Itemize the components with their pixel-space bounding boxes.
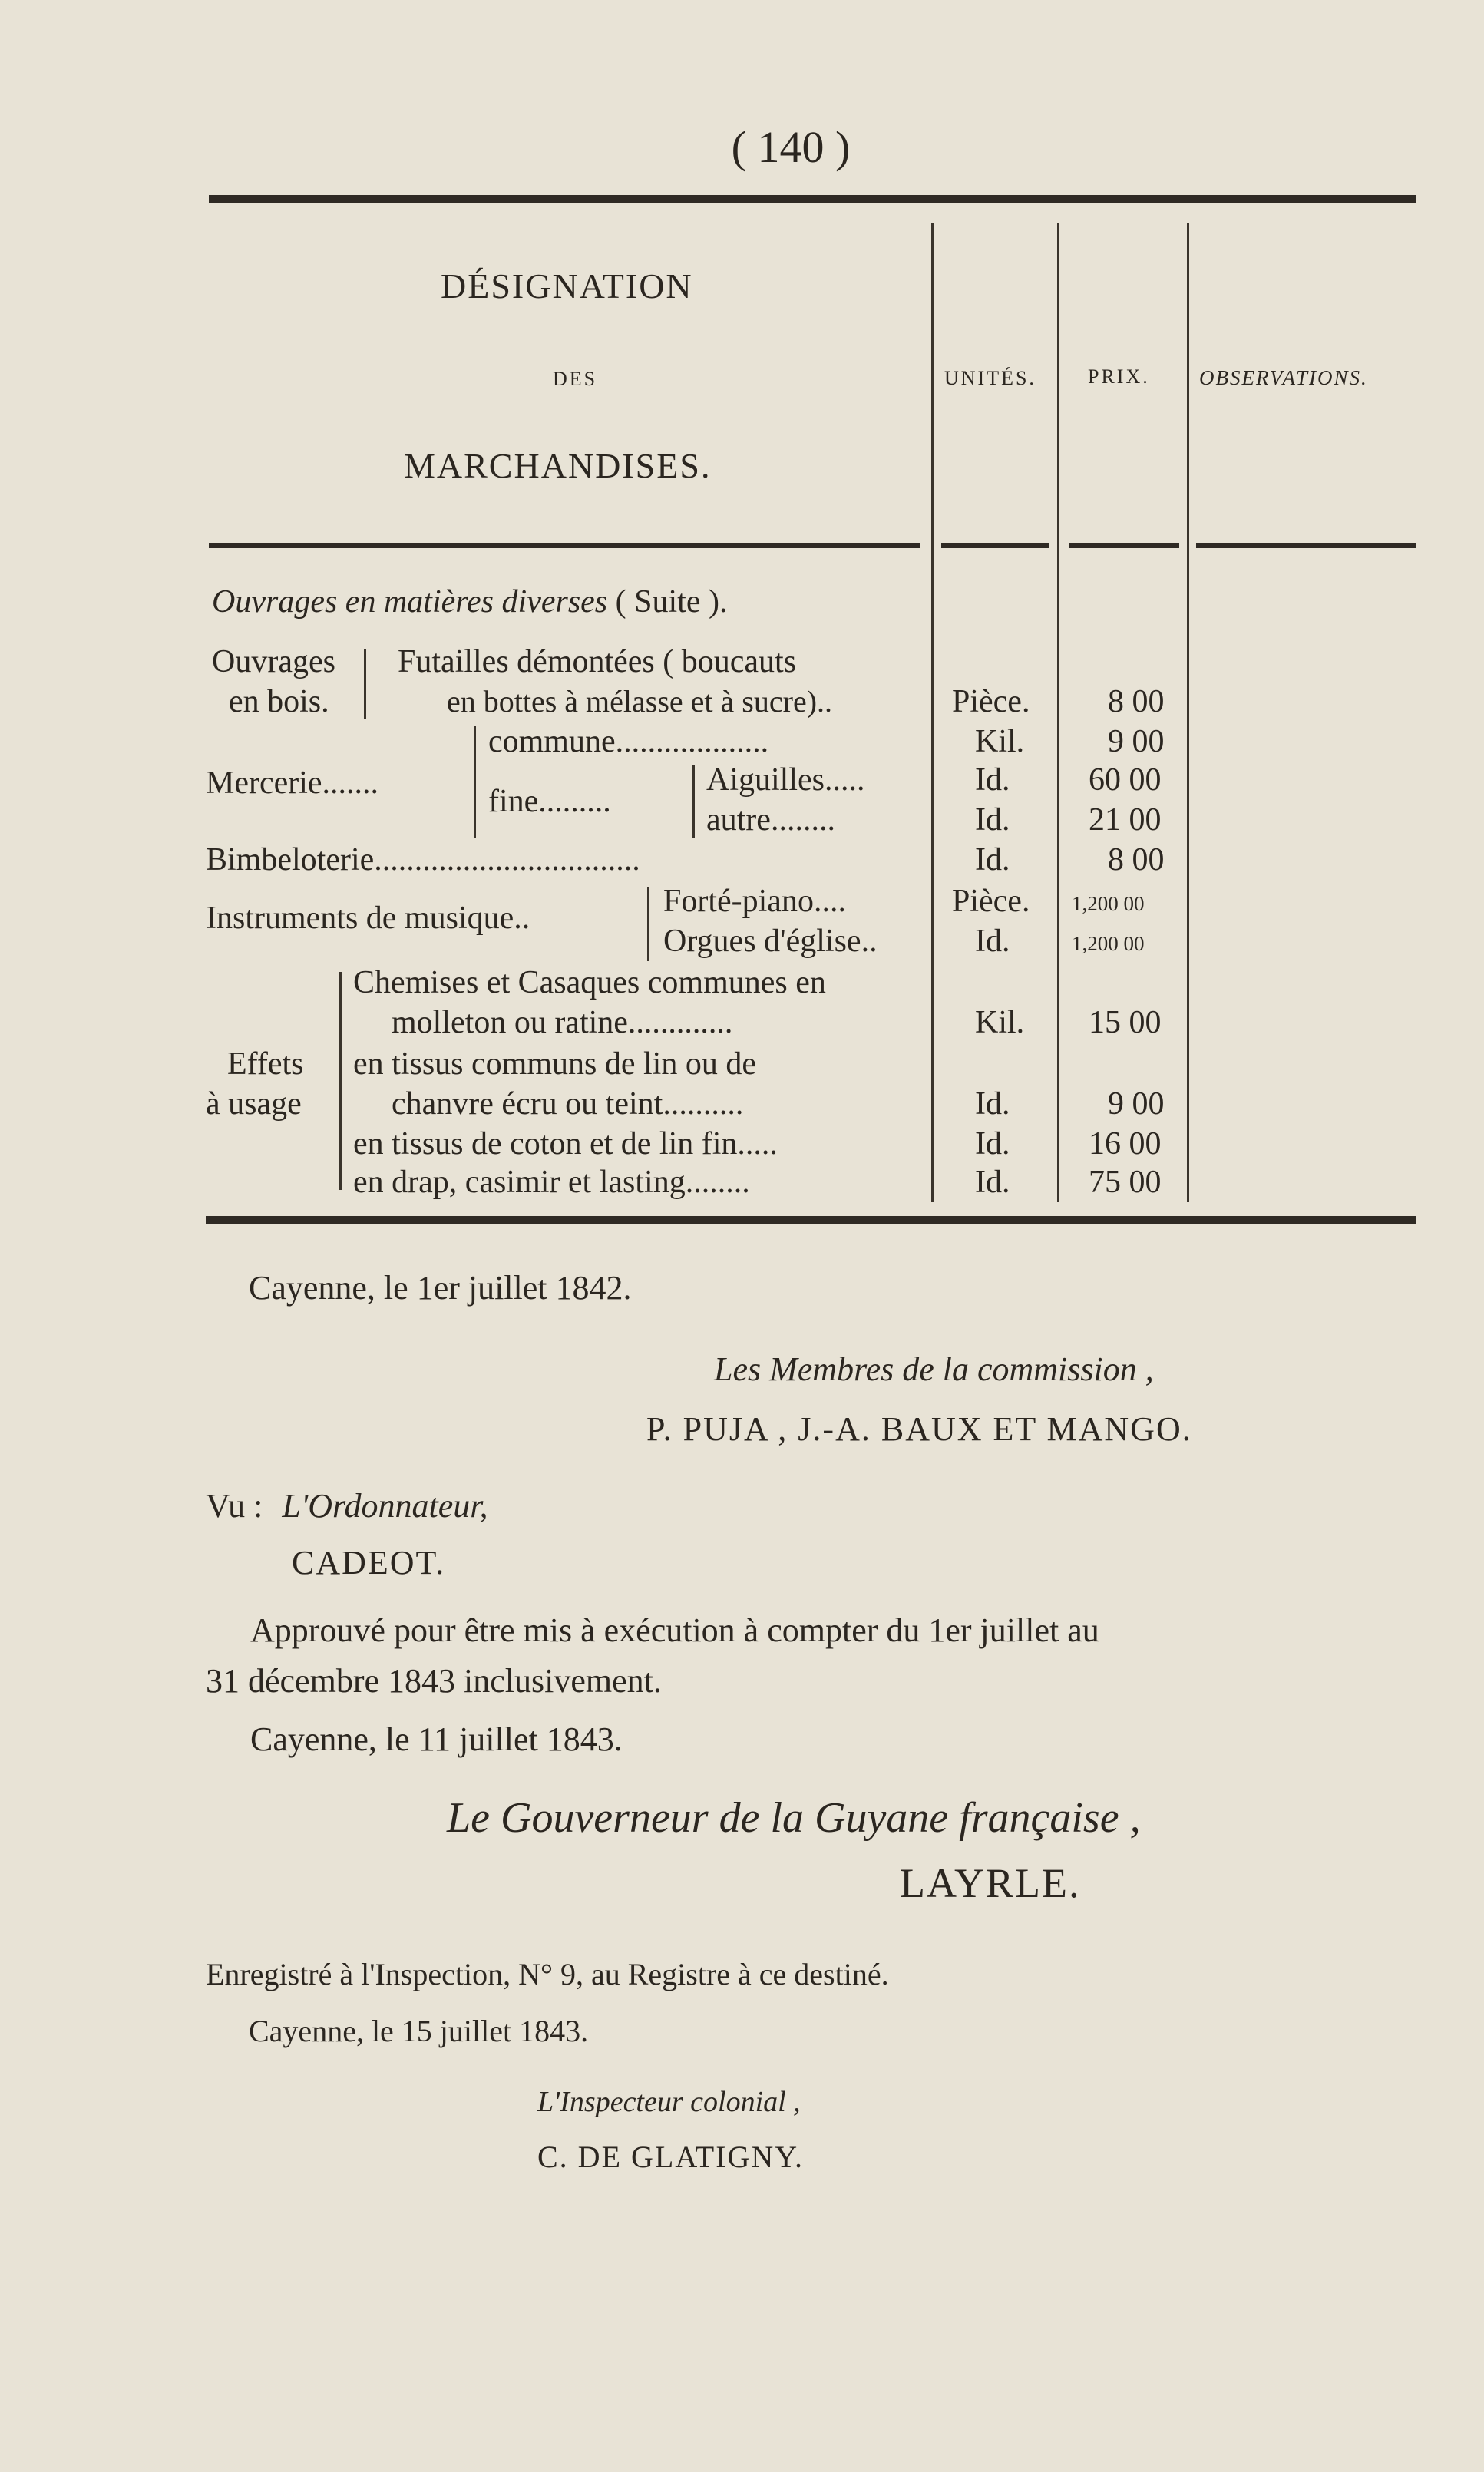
bois-label-2: en bois. xyxy=(229,684,329,719)
futailles-unit: Pièce. xyxy=(952,684,1030,719)
commission-members: P. PUJA , J.-A. BAUX ET MANGO. xyxy=(646,1410,1192,1448)
approbation-line-1: Approuvé pour être mis à exécution à compter du 1er juillet au xyxy=(250,1611,1099,1649)
chemises-price: 15 00 xyxy=(1089,1005,1162,1040)
fine-label: fine......... xyxy=(488,784,611,819)
effets-label-2: à usage xyxy=(206,1086,302,1122)
forte-price: 1,200 00 xyxy=(1072,892,1145,915)
header-unites: UNITÉS. xyxy=(944,367,1036,389)
vu-line: Vu : L'Ordonnateur, xyxy=(206,1487,488,1525)
header-des: DES xyxy=(553,368,598,390)
header-prix: PRIX. xyxy=(1088,365,1150,388)
page-number: ( 140 ) xyxy=(731,122,851,172)
autre-price: 21 00 xyxy=(1089,802,1162,838)
top-rule xyxy=(209,195,1416,203)
header-designation: DÉSIGNATION xyxy=(441,266,693,306)
coton-price: 16 00 xyxy=(1089,1126,1162,1162)
date-commission: Cayenne, le 1er juillet 1842. xyxy=(249,1269,632,1307)
forte-unit: Pièce. xyxy=(952,884,1030,919)
section-title: Ouvrages en matières diverses ( Suite ). xyxy=(212,584,728,620)
forte-label: Forté-piano.... xyxy=(663,884,846,919)
column-divider xyxy=(1057,223,1059,1202)
commune-price: 9 00 xyxy=(1108,724,1165,759)
orgues-price: 1,200 00 xyxy=(1072,932,1145,955)
chemises-line-2: molleton ou ratine............. xyxy=(392,1005,733,1040)
mercerie-label: Mercerie....... xyxy=(206,765,379,801)
orgues-label: Orgues d'église.. xyxy=(663,924,878,959)
futailles-line-1: Futailles démontées ( boucauts xyxy=(398,644,797,679)
orgues-unit: Id. xyxy=(975,924,1010,959)
bimbeloterie-price: 8 00 xyxy=(1108,842,1165,877)
header-rule xyxy=(1069,543,1179,548)
instruments-label: Instruments de musique.. xyxy=(206,901,530,936)
lin-line-2: chanvre écru ou teint.......... xyxy=(392,1086,744,1122)
chemises-unit: Kil. xyxy=(975,1005,1025,1040)
bimbeloterie-label: Bimbeloterie................................. xyxy=(206,842,640,877)
gouverneur-signature: LAYRLE. xyxy=(900,1860,1081,1906)
lin-price: 9 00 xyxy=(1108,1086,1165,1122)
approbation-line-2: 31 décembre 1843 inclusivement. xyxy=(206,1662,662,1700)
bimbeloterie-unit: Id. xyxy=(975,842,1010,877)
drap-unit: Id. xyxy=(975,1165,1010,1200)
commune-unit: Kil. xyxy=(975,724,1025,759)
gouverneur-title: Le Gouverneur de la Guyane française , xyxy=(447,1794,1141,1842)
table-bottom-rule xyxy=(206,1216,1416,1224)
coton-unit: Id. xyxy=(975,1126,1010,1162)
header-rule xyxy=(941,543,1049,548)
inspecteur-signature: C. DE GLATIGNY. xyxy=(537,2140,805,2174)
ordonnateur-signature: CADEOT. xyxy=(292,1544,446,1581)
autre-unit: Id. xyxy=(975,802,1010,838)
date-approbation: Cayenne, le 11 juillet 1843. xyxy=(250,1720,623,1758)
futailles-line-2: en bottes à mélasse et à sucre).. xyxy=(447,684,833,719)
drap-label: en drap, casimir et lasting........ xyxy=(353,1165,750,1200)
column-divider xyxy=(1187,223,1189,1202)
chemises-line-1: Chemises et Casaques communes en xyxy=(353,965,826,1000)
brace xyxy=(692,765,695,838)
aiguilles-unit: Id. xyxy=(975,762,1010,798)
header-observations: OBSERVATIONS. xyxy=(1199,366,1368,389)
inspecteur-title: L'Inspecteur colonial , xyxy=(537,2086,801,2118)
commission-title: Les Membres de la commission , xyxy=(714,1350,1154,1388)
futailles-price: 8 00 xyxy=(1108,684,1165,719)
brace xyxy=(364,649,366,719)
header-rule xyxy=(1196,543,1416,548)
autre-label: autre........ xyxy=(706,802,835,838)
coton-label: en tissus de coton et de lin fin..... xyxy=(353,1126,778,1162)
header-marchandises: MARCHANDISES. xyxy=(404,446,712,485)
date-enregistrement: Cayenne, le 15 juillet 1843. xyxy=(249,2014,589,2048)
aiguilles-price: 60 00 xyxy=(1089,762,1162,798)
enregistrement-line: Enregistré à l'Inspection, N° 9, au Registre à ce destiné. xyxy=(206,1957,889,1991)
header-rule xyxy=(209,543,920,548)
brace xyxy=(339,972,342,1190)
lin-unit: Id. xyxy=(975,1086,1010,1122)
brace xyxy=(647,887,649,961)
bois-label-1: Ouvrages xyxy=(212,644,335,679)
commune-label: commune................... xyxy=(488,724,769,759)
lin-line-1: en tissus communs de lin ou de xyxy=(353,1046,756,1082)
brace xyxy=(474,726,476,838)
effets-label-1: Effets xyxy=(227,1046,304,1082)
drap-price: 75 00 xyxy=(1089,1165,1162,1200)
aiguilles-label: Aiguilles..... xyxy=(706,762,865,798)
column-divider xyxy=(931,223,934,1202)
